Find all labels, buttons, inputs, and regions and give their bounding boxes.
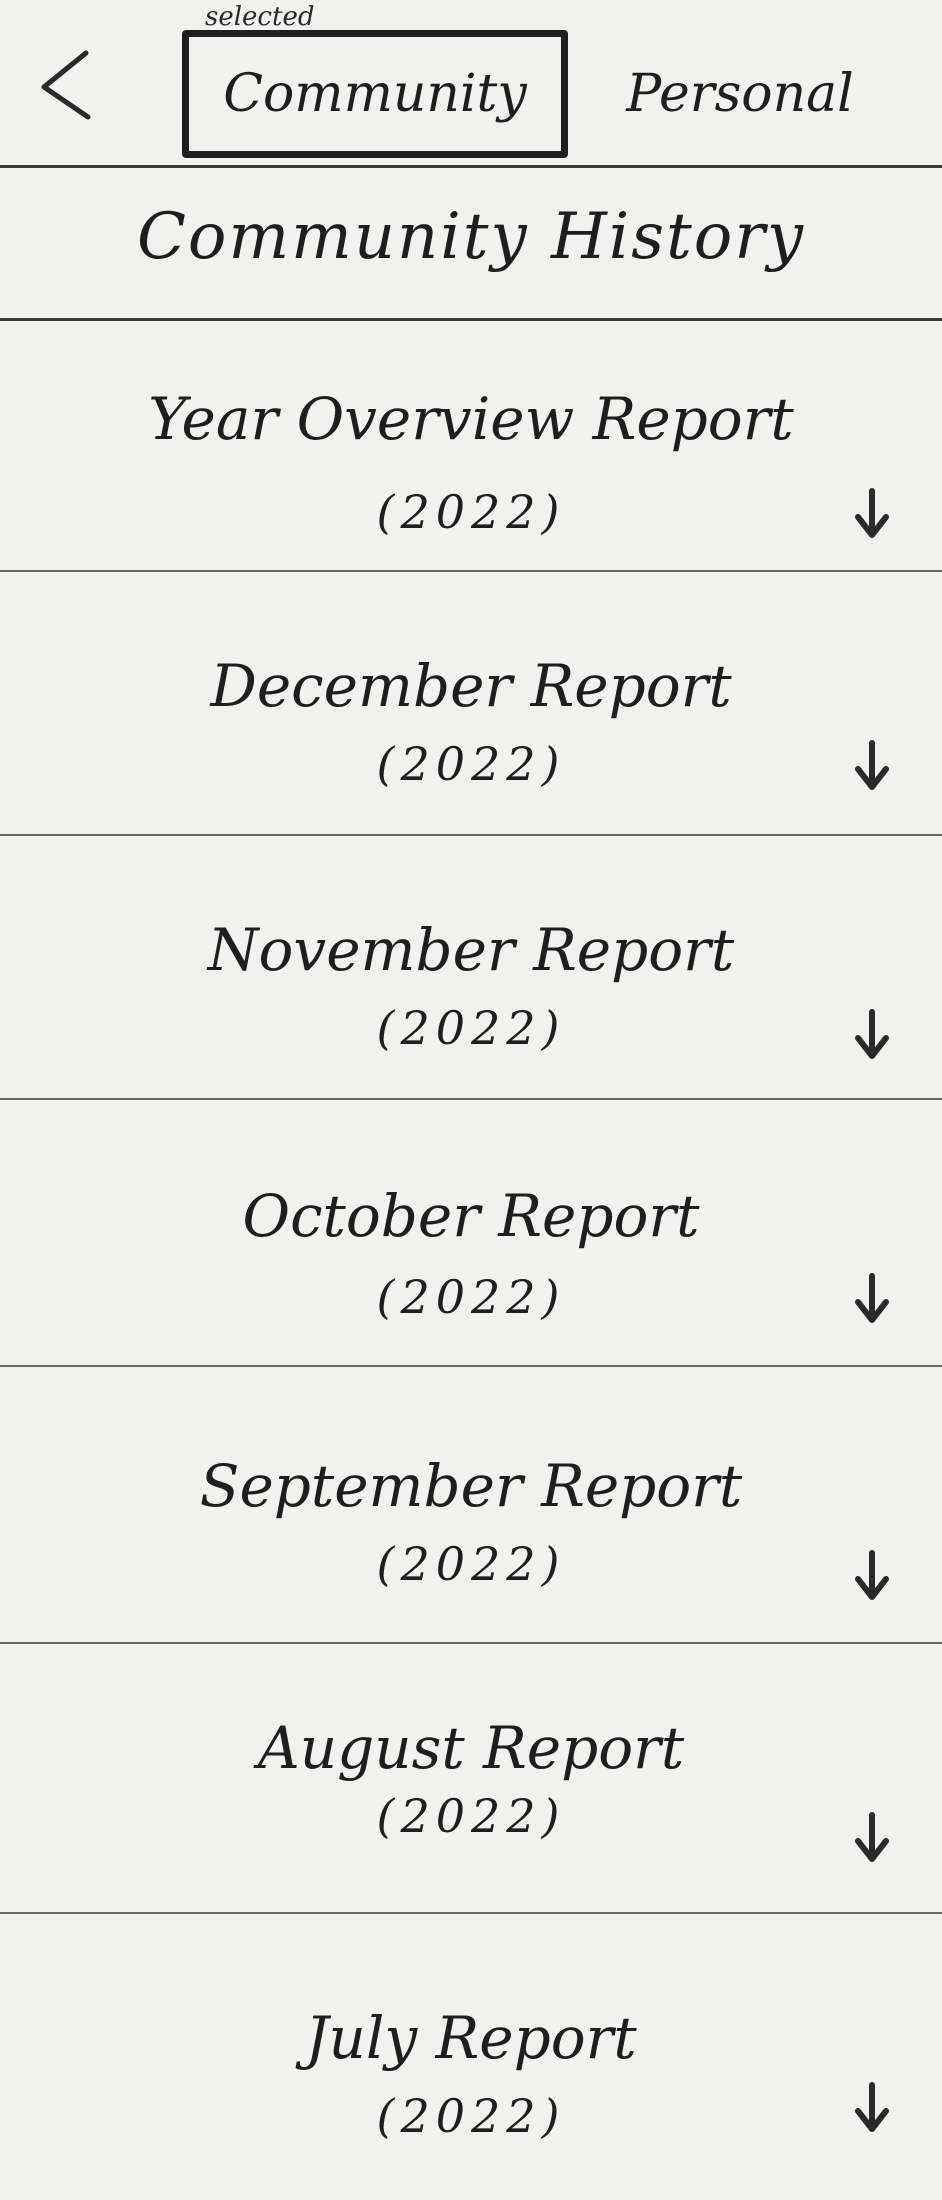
download-button[interactable] (842, 1542, 902, 1612)
report-year: (2022) (376, 1270, 566, 1324)
report-item-november[interactable] (0, 836, 942, 1098)
download-button[interactable] (842, 1804, 902, 1874)
chevron-left-icon (30, 45, 100, 125)
report-name: December Report (210, 652, 732, 720)
report-year: (2022) (376, 737, 566, 791)
tab-personal[interactable] (590, 30, 890, 158)
selected-annotation: selected (205, 2, 315, 32)
download-arrow-icon (850, 1549, 894, 1605)
header-bar (0, 0, 942, 165)
download-arrow-icon (850, 487, 894, 543)
report-year: (2022) (376, 1001, 566, 1055)
tab-personal-label: Personal (626, 64, 854, 124)
download-arrow-icon (850, 2081, 894, 2137)
report-year: (2022) (376, 1537, 566, 1591)
report-item-august[interactable] (0, 1644, 942, 1912)
back-button[interactable] (20, 40, 110, 130)
report-item-december[interactable] (0, 572, 942, 834)
download-arrow-icon (850, 1008, 894, 1064)
download-button[interactable] (842, 480, 902, 550)
download-button[interactable] (842, 2074, 902, 2144)
report-year: (2022) (376, 485, 566, 539)
report-year: (2022) (376, 1789, 566, 1843)
report-name: October Report (242, 1182, 700, 1250)
download-button[interactable] (842, 1001, 902, 1071)
tab-community[interactable] (182, 30, 568, 158)
report-name: November Report (207, 916, 735, 984)
download-button[interactable] (842, 1265, 902, 1335)
download-button[interactable] (842, 732, 902, 802)
report-name: August Report (257, 1714, 685, 1782)
report-item-october[interactable] (0, 1100, 942, 1365)
page-title: Community History (136, 200, 806, 274)
download-arrow-icon (850, 1272, 894, 1328)
report-item-september[interactable] (0, 1367, 942, 1642)
download-arrow-icon (850, 739, 894, 795)
download-arrow-icon (850, 1811, 894, 1867)
report-name: September Report (199, 1452, 743, 1520)
header-divider (0, 165, 942, 168)
report-year: (2022) (376, 2089, 566, 2143)
tab-community-label: Community (223, 64, 527, 124)
report-item-july[interactable] (0, 1914, 942, 2184)
report-item-year-overview[interactable] (0, 325, 942, 570)
title-divider (0, 318, 942, 321)
report-name: July Report (305, 2004, 637, 2072)
report-name: Year Overview Report (148, 385, 794, 453)
